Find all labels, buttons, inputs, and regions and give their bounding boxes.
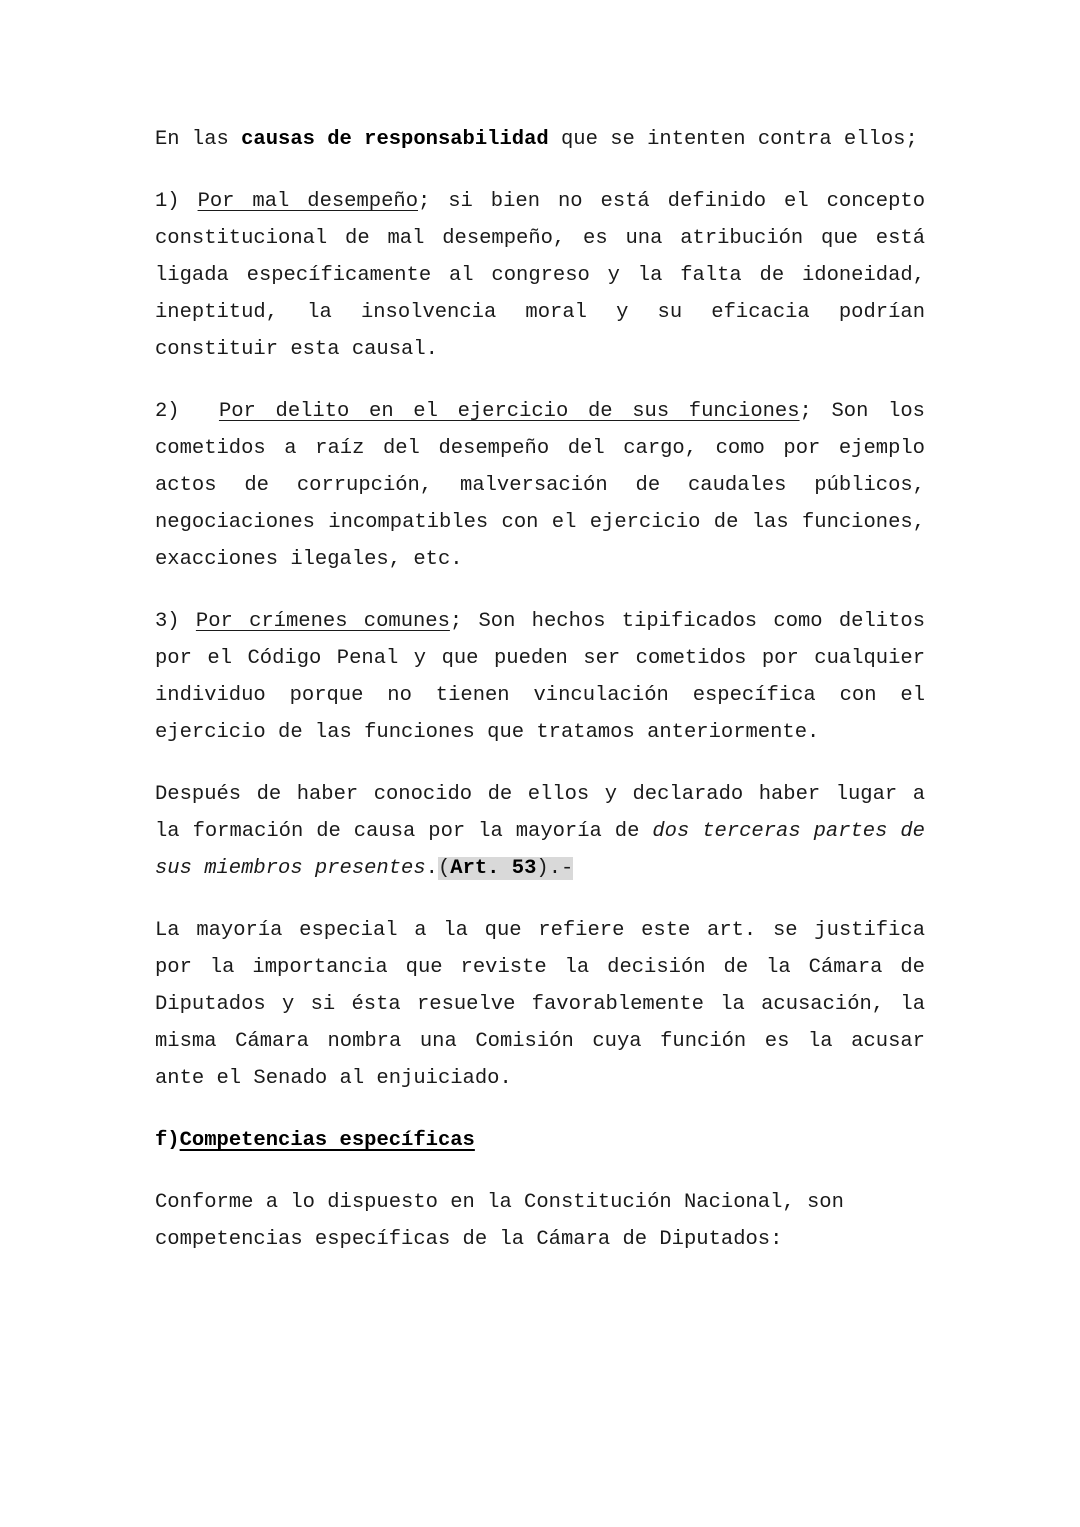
section-heading [155, 1122, 925, 1159]
item-2-title: Por delito en el ejercicio de sus funciones [218, 400, 800, 423]
item-2-paragraph [155, 393, 925, 578]
item-3-title: Por crímenes comunes [195, 610, 450, 633]
after-paragraph: Después de haber conocido de ellos y declarado haber lugar a la formación de causa por la mayoría de dos terceras partes de sus miembros presentes.(Art. 53).- [155, 783, 925, 880]
conform-paragraph: Conforme a lo dispuesto en la Constitución Nacional, son competencias específicas de la Cámara de Diputados: [155, 1191, 844, 1251]
item-3-number: 3) [155, 610, 196, 633]
majority-paragraph: La mayoría especial a la que refiere este art. se justifica por la importancia que reviste la decisión de la Cámara de Diputados y si ésta resuelve favorablemente la acusación, la misma Cámara nombra una Comisión cuya función es la acusar ante el Senado al enjuiciado. [155, 919, 925, 1090]
article-reference: (Art. 53).- [437, 857, 574, 880]
intro-paragraph: En las causas de responsabilidad que se intenten contra ellos; [155, 128, 918, 151]
item-2-text: ; Son los cometidos a raíz del desempeño del cargo, como por ejemplo actos de corrupción, malversación de caudales públicos, negociaciones incompatibles con el ejercicio de las funciones, exacciones ilegales, etc. [155, 400, 925, 571]
item-1-paragraph [155, 183, 925, 368]
after-italic-phrase: dos terceras partes de sus miembros presentes [155, 820, 925, 880]
item-1-text: ; si bien no está definido el concepto constitucional de mal desempeño, es una atribución que está ligada específicamente al congreso y la falta de idoneidad, ineptitud, la insolvencia moral y su eficacia podrían constituir esta causal. [155, 190, 926, 361]
document-page [155, 121, 925, 1283]
intro-bold-term: causas de responsabilidad [241, 128, 549, 151]
item-3-text: ; Son hechos tipificados como delitos por el Código Penal y que pueden ser cometidos por cualquier individuo porque no tienen vinculación específica con el ejercicio de las funciones que tratamos anteriormente. [155, 610, 925, 744]
section-title: Competencias específicas [179, 1129, 475, 1152]
item-1-title: Por mal desempeño [197, 190, 418, 213]
item-3-paragraph [155, 603, 925, 751]
section-label: f) [155, 1129, 180, 1152]
item-1-number: 1) [155, 190, 198, 213]
item-2-number: 2) [155, 400, 219, 423]
